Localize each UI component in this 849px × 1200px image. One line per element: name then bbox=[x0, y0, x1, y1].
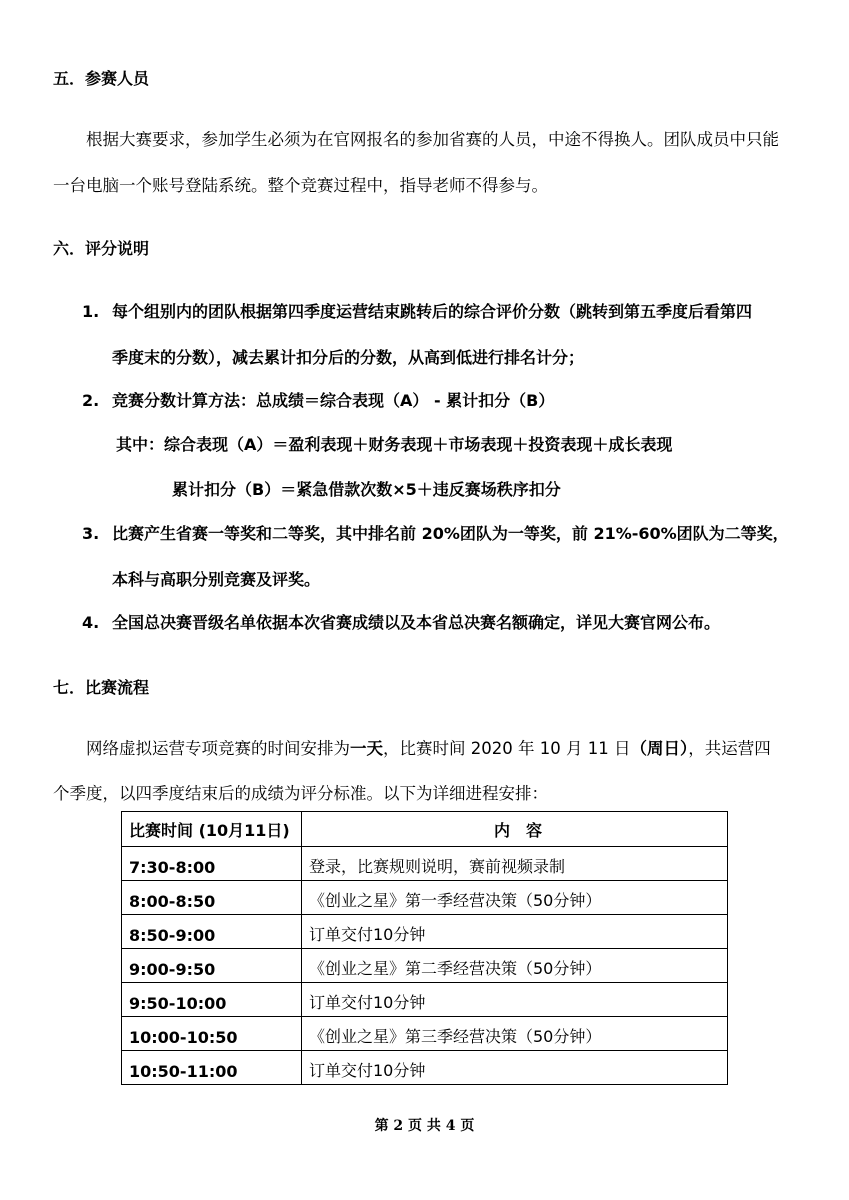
page-footer: 第 2 页 共 4 页 bbox=[374, 1118, 475, 1134]
list-item bbox=[82, 299, 752, 322]
cell-content: 订单交付10分钟 bbox=[302, 983, 728, 1017]
cell-time: 8:50-9:00 bbox=[122, 915, 302, 949]
table-header-row bbox=[122, 812, 728, 847]
table-row bbox=[122, 1051, 728, 1085]
text-run: ，共运营四 bbox=[688, 739, 771, 758]
header-time: 比赛时间 (10月11日) bbox=[122, 812, 302, 847]
header-content: 内 容 bbox=[302, 812, 728, 847]
cell-time: 8:00-8:50 bbox=[122, 881, 302, 915]
cell-content: 订单交付10分钟 bbox=[302, 1051, 728, 1085]
list-item-continuation: 本科与高职分别竞赛及评奖。 bbox=[112, 570, 321, 589]
list-item bbox=[82, 521, 789, 544]
schedule-table bbox=[121, 811, 728, 1085]
cell-time: 9:50-10:00 bbox=[122, 983, 302, 1017]
text-run: 网络虚拟运营专项竞赛的时间安排为 bbox=[86, 739, 350, 758]
list-text: 全国总决赛晋级名单依据本次省赛成绩以及本省总决赛名额确定，详见大赛官网公布。 bbox=[112, 613, 721, 632]
table-row bbox=[122, 983, 728, 1017]
table-row bbox=[122, 1017, 728, 1051]
section7-title: 七．比赛流程 bbox=[53, 678, 150, 697]
list-number: 1. bbox=[82, 302, 100, 321]
list-number: 4. bbox=[82, 613, 100, 632]
cell-time: 7:30-8:00 bbox=[122, 847, 302, 881]
list-text: 每个组别内的团队根据第四季度运营结束跳转后的综合评价分数（跳转到第五季度后看第四 bbox=[112, 302, 753, 321]
text-run-bold: （周日） bbox=[630, 739, 689, 758]
text-run-bold: 一天 bbox=[350, 739, 383, 758]
table-row bbox=[122, 881, 728, 915]
section7-paragraph-line1 bbox=[86, 735, 771, 759]
table-row bbox=[122, 949, 728, 983]
list-text: 比赛产生省赛一等奖和二等奖，其中排名前 20%团队为一等奖，前 21%-60%团队为二等奖， bbox=[112, 524, 789, 543]
section5-title: 五．参赛人员 bbox=[53, 69, 150, 88]
cell-content: 《创业之星》第三季经营决策（50分钟） bbox=[302, 1017, 728, 1051]
list-item bbox=[82, 610, 720, 633]
section6-title: 六．评分说明 bbox=[53, 239, 150, 258]
section7-paragraph-line2: 个季度，以四季度结束后的成绩为评分标准。以下为详细进程安排： bbox=[53, 784, 548, 803]
cell-time: 10:00-10:50 bbox=[122, 1017, 302, 1051]
text-run: ，比赛时间 2020 年 10 月 11 日 bbox=[383, 739, 631, 758]
formula-line-a: 其中：综合表现（A）＝盈利表现＋财务表现＋市场表现＋投资表现＋成长表现 bbox=[116, 435, 673, 454]
cell-content: 《创业之星》第一季经营决策（50分钟） bbox=[302, 881, 728, 915]
list-item bbox=[82, 388, 554, 411]
cell-content: 登录，比赛规则说明，赛前视频录制 bbox=[302, 847, 728, 881]
section5-paragraph-line1: 根据大赛要求，参加学生必须为在官网报名的参加省赛的人员，中途不得换人。团队成员中只能 bbox=[86, 130, 779, 149]
table-row bbox=[122, 915, 728, 949]
section5-paragraph-line2: 一台电脑一个账号登陆系统。整个竞赛过程中，指导老师不得参与。 bbox=[53, 176, 548, 195]
cell-time: 10:50-11:00 bbox=[122, 1051, 302, 1085]
formula-line-b: 累计扣分（B）＝紧急借款次数×5＋违反赛场秩序扣分 bbox=[172, 480, 561, 499]
list-number: 3. bbox=[82, 524, 100, 543]
cell-time: 9:00-9:50 bbox=[122, 949, 302, 983]
cell-content: 《创业之星》第二季经营决策（50分钟） bbox=[302, 949, 728, 983]
list-text: 竞赛分数计算方法：总成绩＝综合表现（A） - 累计扣分（B） bbox=[112, 391, 555, 410]
list-number: 2. bbox=[82, 391, 100, 410]
cell-content: 订单交付10分钟 bbox=[302, 915, 728, 949]
table-row bbox=[122, 847, 728, 881]
list-item-continuation: 季度末的分数），减去累计扣分后的分数，从高到低进行排名计分； bbox=[112, 348, 585, 367]
